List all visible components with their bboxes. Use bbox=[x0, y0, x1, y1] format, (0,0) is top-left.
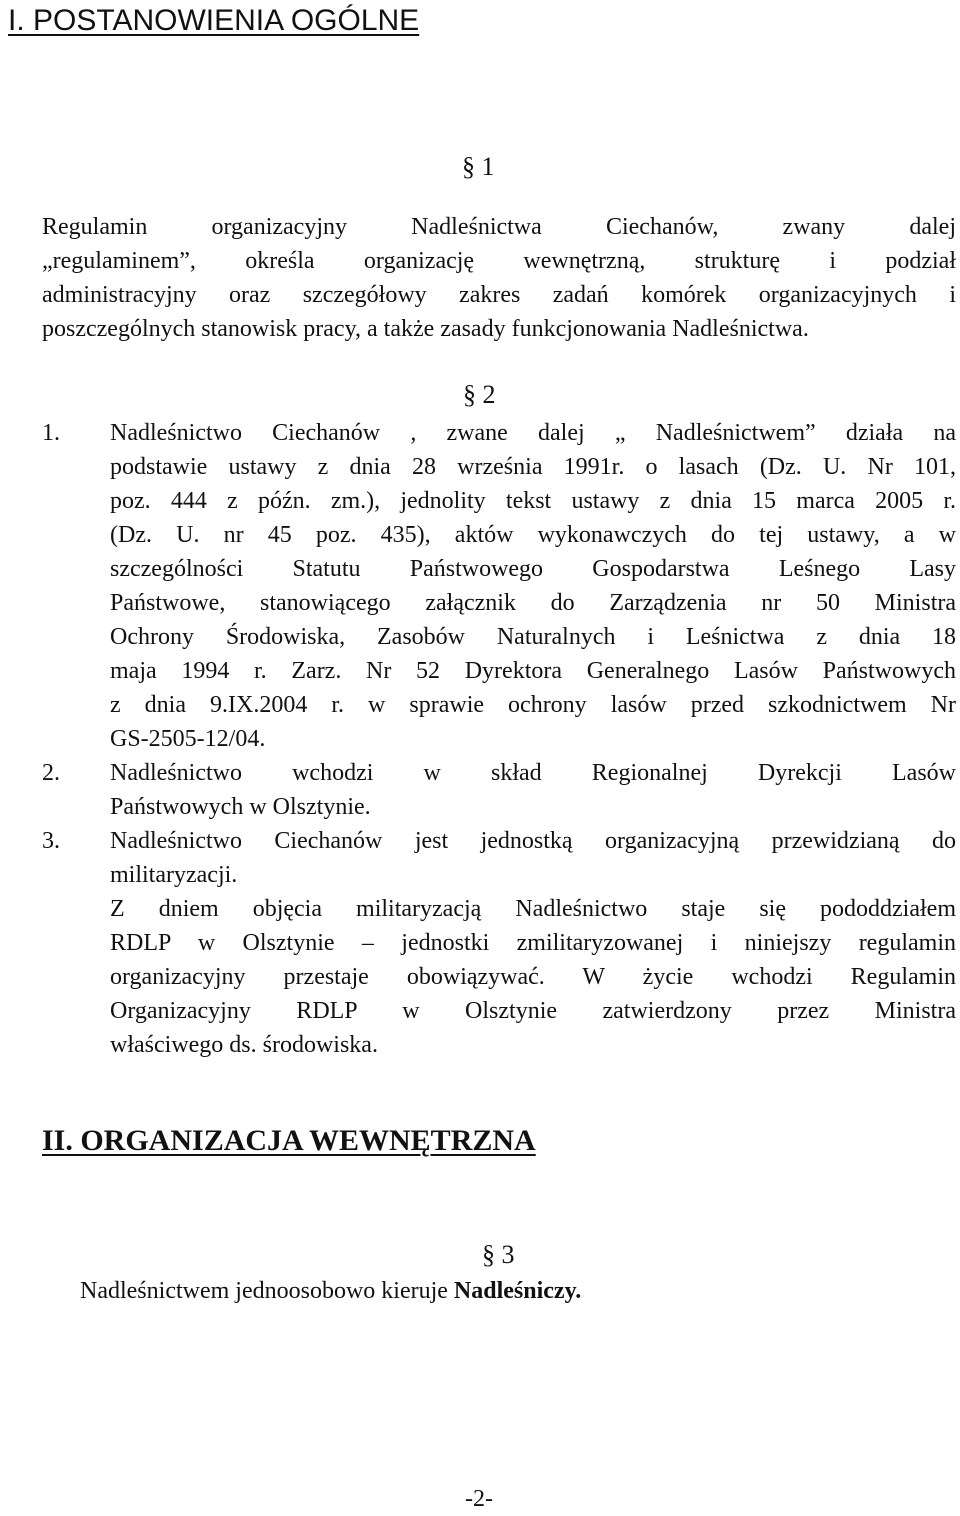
paragraph-3-text-bold: Nadleśniczy. bbox=[453, 1278, 582, 1304]
text-line: Nadleśnictwo Ciechanów , zwane dalej „ Nadleśnictwem” działa na bbox=[110, 420, 956, 446]
section-2-heading: II. ORGANIZACJA WEWNĘTRZNA bbox=[42, 1124, 536, 1157]
text-line: militaryzacji. bbox=[110, 862, 238, 888]
paragraph-3-text bbox=[80, 1274, 581, 1308]
text-line: Regulamin organizacyjny Nadleśnictwa Ciechanów, zwany dalej bbox=[42, 214, 956, 240]
text-line: Nadleśnictwo wchodzi w skład Regionalnej Dyrekcji Lasów bbox=[110, 760, 956, 786]
item-number: 1. bbox=[42, 420, 60, 446]
text-line: Nadleśnictwo Ciechanów jest jednostką organizacyjną przewidzianą do bbox=[110, 828, 956, 854]
text-line: „regulaminem”, określa organizację wewnętrzną, strukturę i podział bbox=[42, 248, 956, 274]
text-line: maja 1994 r. Zarz. Nr 52 Dyrektora Generalnego Lasów Państwowych bbox=[110, 658, 956, 684]
item-number: 3. bbox=[42, 828, 60, 854]
text-line: RDLP w Olsztynie – jednostki zmilitaryzowanej i niniejszy regulamin bbox=[110, 930, 956, 956]
text-line: właściwego ds. środowiska. bbox=[110, 1032, 378, 1058]
text-line: GS-2505-12/04. bbox=[110, 726, 266, 752]
item-number: 2. bbox=[42, 760, 60, 786]
paragraph-3-text-prefix: Nadleśnictwem jednoosobowo kieruje bbox=[80, 1278, 454, 1304]
text-line: (Dz. U. nr 45 poz. 435), aktów wykonawczych do tej ustawy, a w bbox=[110, 522, 956, 548]
paragraph-1-marker: § 1 bbox=[462, 152, 495, 181]
paragraph-2-marker: § 2 bbox=[463, 380, 496, 409]
text-line: Państwowych w Olsztynie. bbox=[110, 794, 371, 820]
text-line: Organizacyjny RDLP w Olsztynie zatwierdzony przez Ministra bbox=[110, 998, 956, 1024]
page-number: -2- bbox=[465, 1486, 493, 1512]
section-1-heading: I. POSTANOWIENIA OGÓLNE bbox=[8, 4, 420, 37]
text-line: Państwowe, stanowiącego załącznik do Zarządzenia nr 50 Ministra bbox=[110, 590, 956, 616]
text-line: poszczególnych stanowisk pracy, a także zasady funkcjonowania Nadleśnictwa. bbox=[42, 316, 809, 342]
text-line: administracyjny oraz szczegółowy zakres zadań komórek organizacyjnych i bbox=[42, 282, 956, 308]
paragraph-3-marker: § 3 bbox=[482, 1240, 515, 1269]
text-line: Z dniem objęcia militaryzacją Nadleśnictwo staje się pododdziałem bbox=[110, 896, 956, 922]
text-line: organizacyjny przestaje obowiązywać. W życie wchodzi Regulamin bbox=[110, 964, 956, 990]
text-line: poz. 444 z późn. zm.), jednolity tekst ustawy z dnia 15 marca 2005 r. bbox=[110, 488, 956, 514]
text-line: szczególności Statutu Państwowego Gospodarstwa Leśnego Lasy bbox=[110, 556, 956, 582]
text-line: Ochrony Środowiska, Zasobów Naturalnych i Leśnictwa z dnia 18 bbox=[110, 624, 956, 650]
text-line: podstawie ustawy z dnia 28 września 1991r. o lasach (Dz. U. Nr 101, bbox=[110, 454, 956, 480]
text-line: z dnia 9.IX.2004 r. w sprawie ochrony lasów przed szkodnictwem Nr bbox=[110, 692, 956, 718]
